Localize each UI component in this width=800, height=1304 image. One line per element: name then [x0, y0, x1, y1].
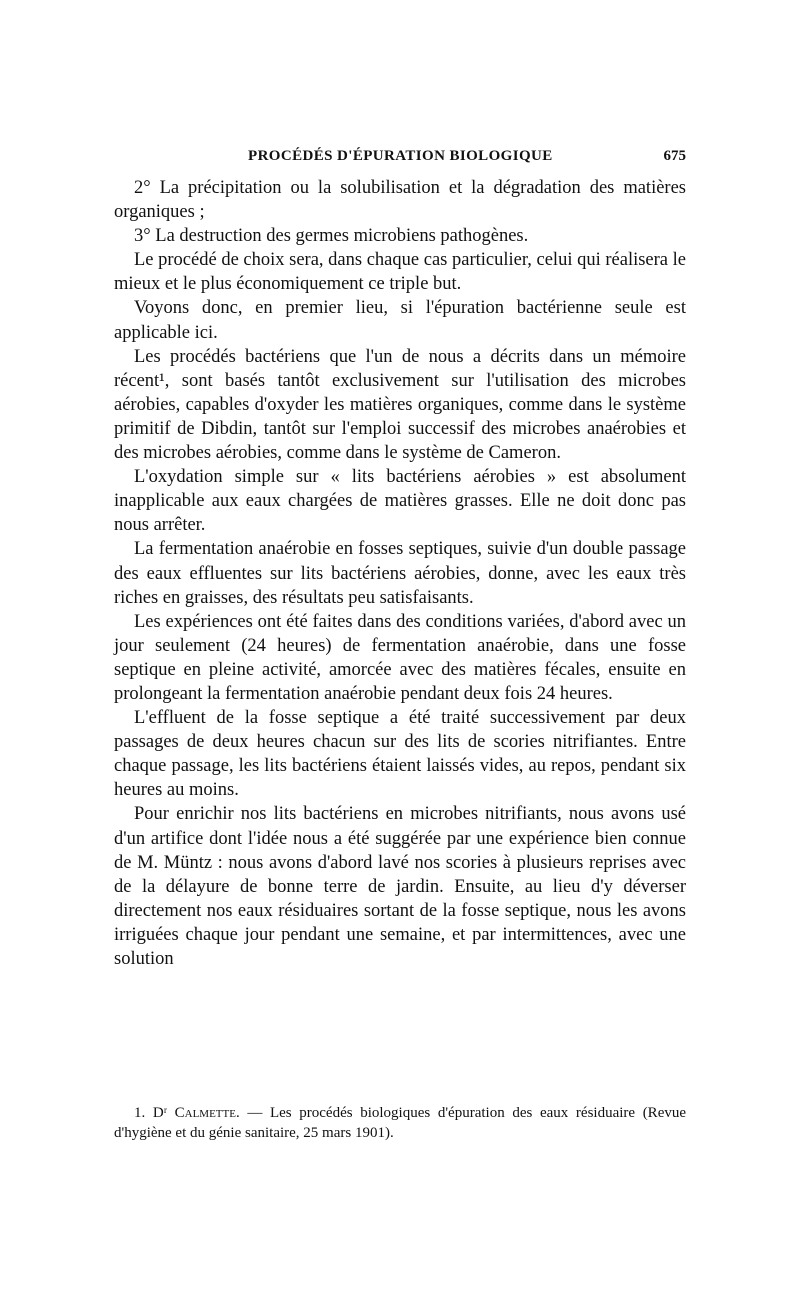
page-header [114, 148, 686, 170]
paragraph: L'effluent de la fosse septique a été traité successivement par deux passages de deux heures chacun sur des lits de scories nitrifiantes. Entre chaque passage, les lits bactériens étaient laissés vides, au repos, pendant six heures au moins. [114, 708, 686, 801]
paragraph: L'oxydation simple sur « lits bactériens aérobies » est absolument inapplicable aux eaux chargées de matières grasses. Elle ne doit donc pas nous arrêter. [114, 467, 686, 536]
footnote-marker: 1. [134, 1105, 146, 1121]
footnote [114, 1103, 686, 1143]
page-number: 675 [663, 148, 686, 164]
paragraph: La fermentation anaérobie en fosses septiques, suivie d'un double passage des eaux effluentes sur lits bactériens aérobies, donne, avec les eaux très riches en graisses, des résultats peu satisfaisants. [114, 539, 686, 608]
paragraph: Le procédé de choix sera, dans chaque cas particulier, celui qui réalisera le mieux et le plus économiquement ce triple but. [114, 250, 686, 295]
paragraph: Les expériences ont été faites dans des conditions variées, d'abord avec un jour seulement (24 heures) de fermentation anaérobie, dans une fosse septique en pleine activité, amorcée avec des matières fécales, ensuite en prolongeant la fermentation anaérobie pendant deux fois 24 heures. [114, 611, 686, 704]
body-text [114, 176, 686, 971]
running-title: PROCÉDÉS D'ÉPURATION BIOLOGIQUE [248, 148, 553, 164]
paragraph: Voyons donc, en premier lieu, si l'épuration bactérienne seule est applicable ici. [114, 298, 686, 343]
paragraph: Les procédés bactériens que l'un de nous a décrits dans un mémoire récent¹, sont basés tantôt exclusivement sur l'utilisation des microbes aérobies, capables d'oxyder les matières organiques, comme dans le système primitif de Dibdin, tantôt sur l'emploi successif des microbes anaérobies et des microbes aérobies, comme dans le système de Cameron. [114, 346, 686, 464]
paragraph: 3° La destruction des germes microbiens pathogènes. [134, 226, 529, 247]
footnote-author: Dʳ Calmette. [152, 1105, 240, 1121]
paragraph: 2° La précipitation ou la solubilisation et la dégradation des matières organiques ; [114, 178, 686, 223]
footnote-text: — Les procédés biologiques d'épuration des eaux résiduaire (Revue d'hygiène et du génie sanitaire, 25 mars 1901). [114, 1105, 687, 1141]
paragraph: Pour enrichir nos lits bactériens en microbes nitrifiants, nous avons usé d'un artifice dont l'idée nous a été suggérée par une expérience bien connue de M. Müntz : nous avons d'abord lavé nos scories à plusieurs reprises avec de la délayure de bonne terre de jardin. Ensuite, au lieu d'y déverser directement nos eaux résiduaires sortant de la fosse septique, nous les avons irriguées chaque jour pendant une semaine, et par intermittences, avec une solution [114, 804, 686, 969]
